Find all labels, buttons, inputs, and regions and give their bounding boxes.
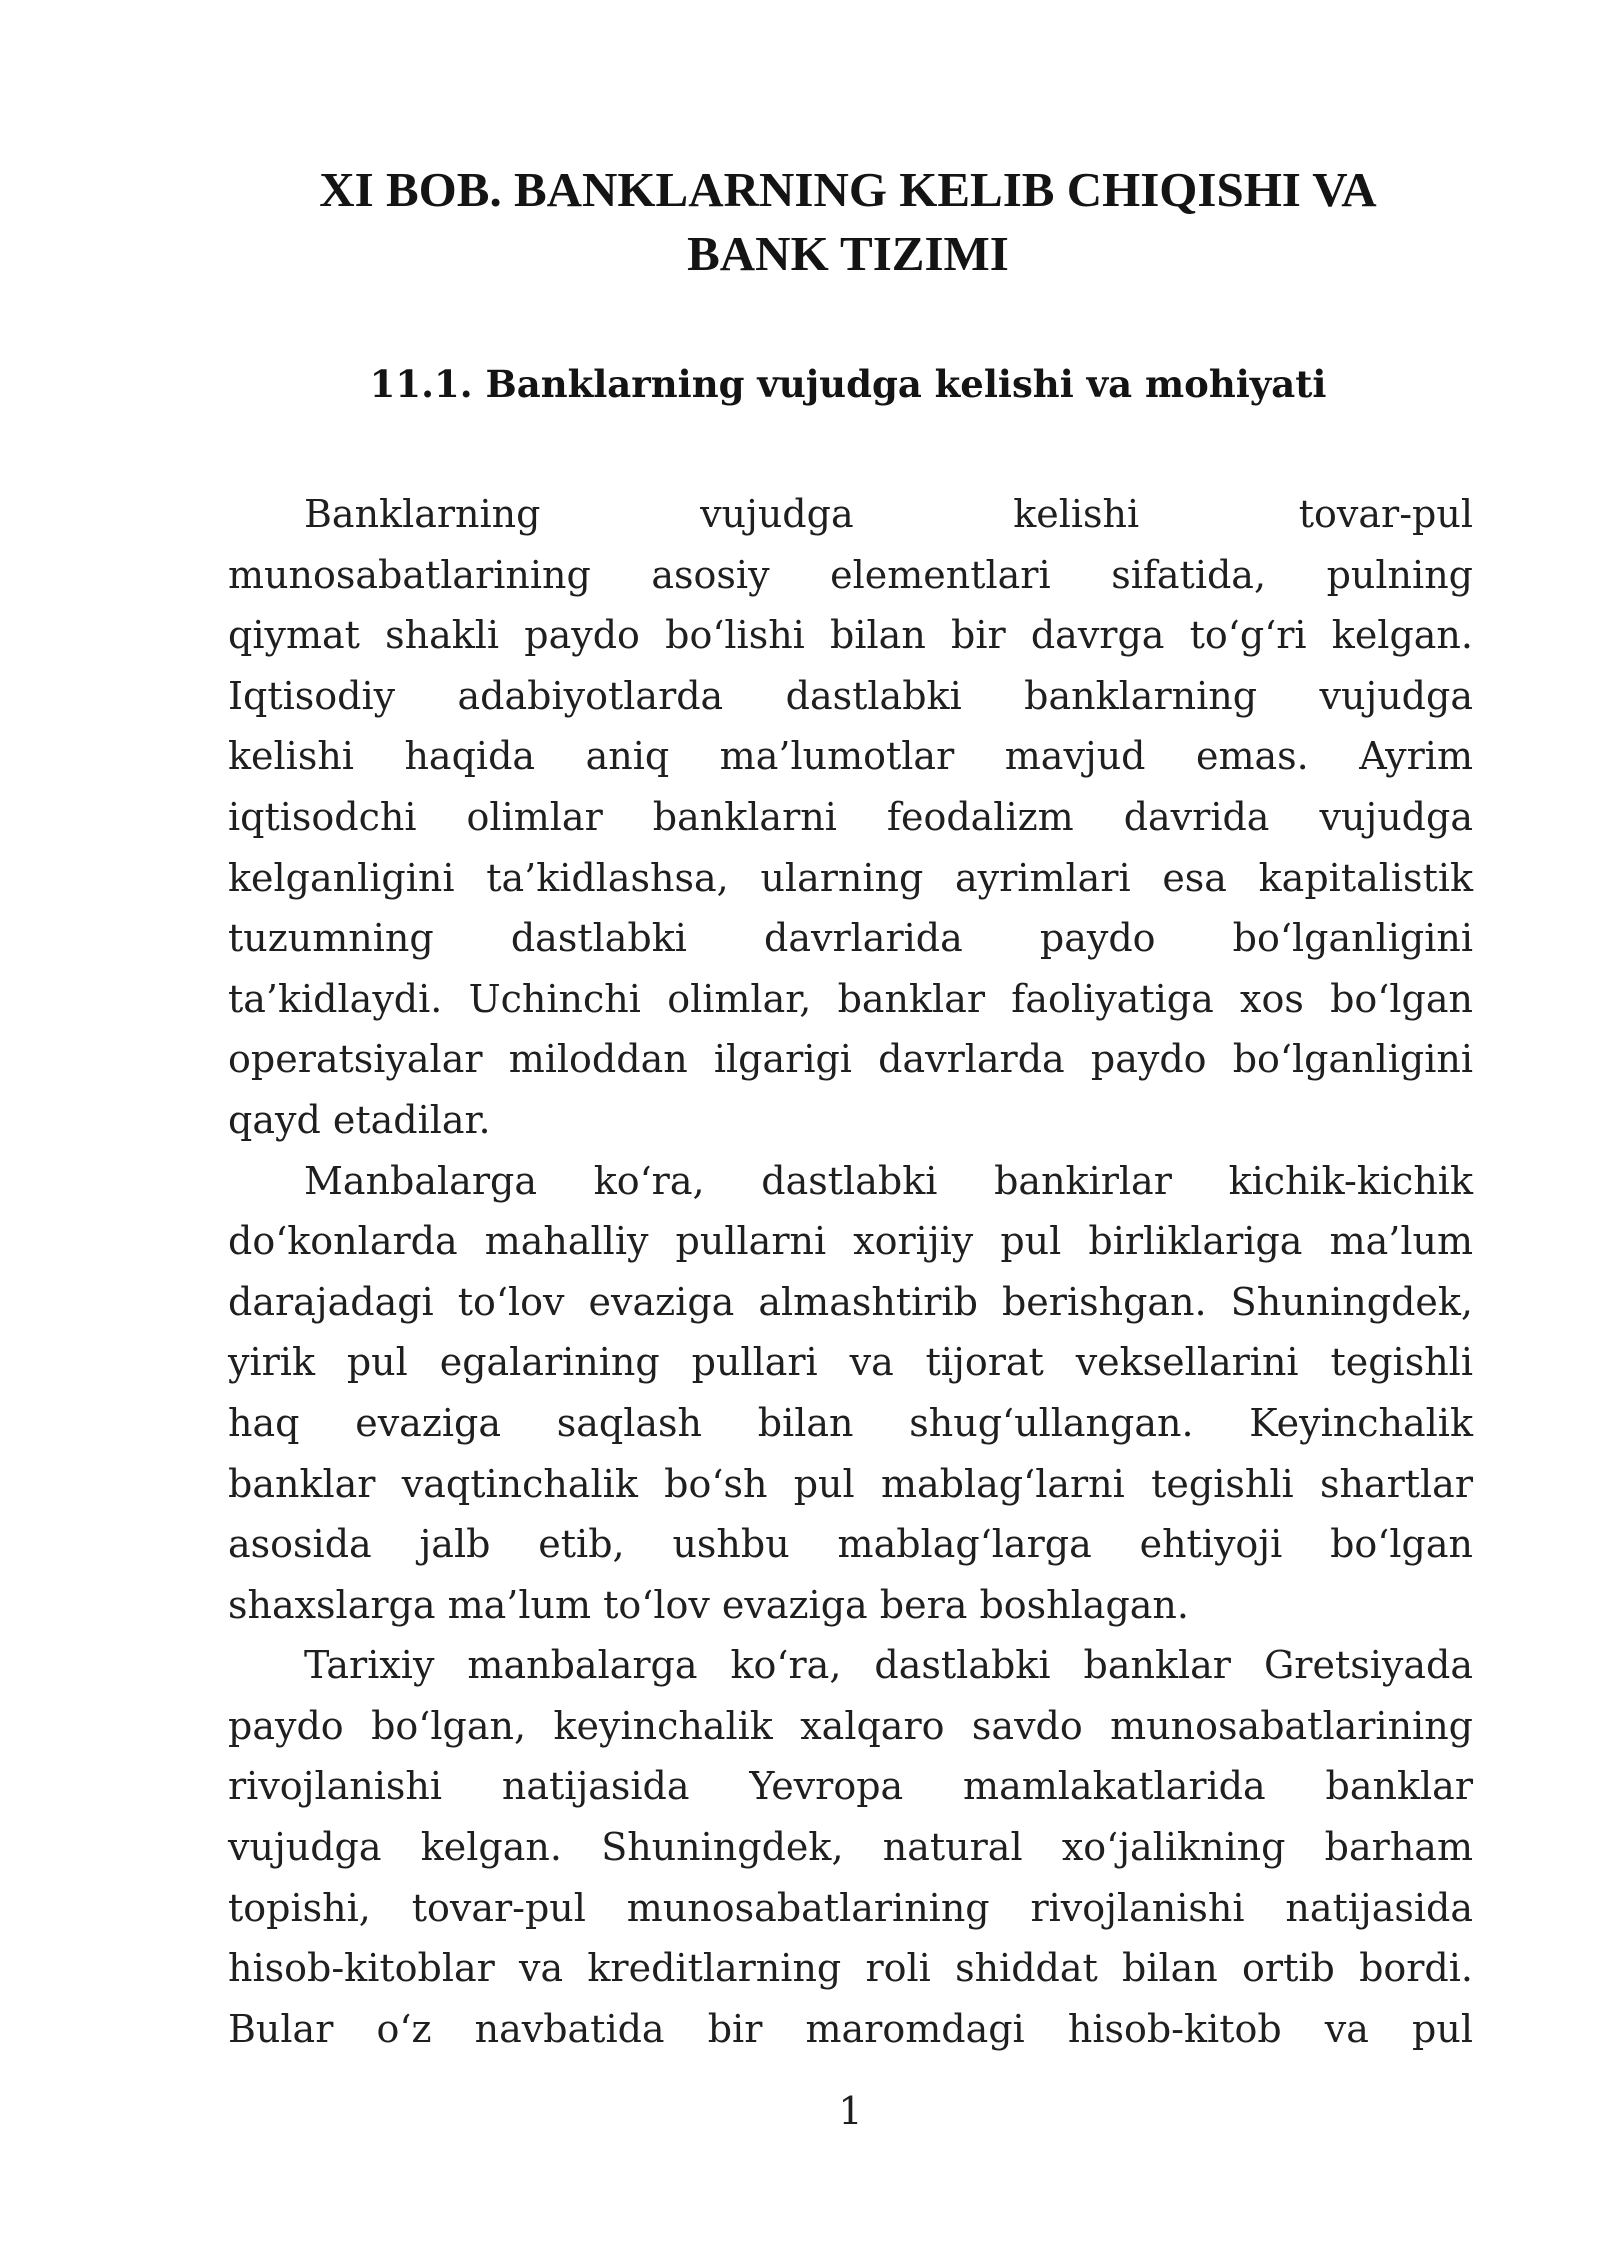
section-title: 11.1. Banklarning vujudga kelishi va mohiyati <box>369 362 1327 406</box>
text-line: iqtisodchi olimlar banklarni feodalizm davrida vujudga <box>228 794 1473 839</box>
text-line: qiymat shakli paydo bo‘lishi bilan bir davrga to‘g‘ri kelgan. <box>228 613 1473 658</box>
text-line: shaxslarga ma’lum to‘lov evaziga bera boshlagan. <box>228 1582 1189 1627</box>
text-line: Manbalarga ko‘ra, dastlabki bankirlar kichik-kichik <box>304 1158 1473 1203</box>
text-line: operatsiyalar miloddan ilgarigi davrlarda paydo bo‘lganligini <box>228 1037 1473 1082</box>
text-line: vujudga kelgan. Shuningdek, natural xo‘jalikning barham <box>228 1825 1473 1870</box>
text-line: Bular o‘z navbatida bir maromdagi hisob-kitob va pul <box>228 2006 1473 2051</box>
text-line: haq evaziga saqlash bilan shug‘ullangan. Keyinchalik <box>228 1400 1473 1445</box>
text-line: banklar vaqtinchalik bo‘sh pul mablag‘larni tegishli shartlar <box>228 1461 1473 1506</box>
text-line: tuzumning dastlabki davrlarida paydo bo‘lganligini <box>228 916 1473 961</box>
text-line: do‘konlarda mahalliy pullarni xorijiy pul birliklariga ma’lum <box>228 1219 1473 1264</box>
text-line: Iqtisodiy adabiyotlarda dastlabki banklarning vujudga <box>228 673 1473 718</box>
text-line: munosabatlarining asosiy elementlari sifatida, pulning <box>228 552 1473 597</box>
paragraph-2 <box>228 1151 1473 1636</box>
chapter-title <box>228 158 1468 286</box>
text-line: asosida jalb etib, ushbu mablag‘larga ehtiyoji bo‘lgan <box>228 1522 1473 1567</box>
chapter-title-line-1: XI BOB. BANKLARNING KELIB CHIQISHI VA <box>319 162 1377 217</box>
text-line: topishi, tovar-pul munosabatlarining rivojlanishi natijasida <box>228 1885 1473 1930</box>
chapter-title-line-2: BANK TIZIMI <box>687 226 1009 281</box>
text-line: Tarixiy manbalarga ko‘ra, dastlabki banklar Gretsiyada <box>304 1643 1473 1688</box>
body-text <box>228 484 1473 2059</box>
text-line: yirik pul egalarining pullari va tijorat veksellarini tegishli <box>228 1340 1473 1385</box>
text-line: hisob-kitoblar va kreditlarning roli shiddat bilan ortib bordi. <box>228 1946 1473 1991</box>
text-line: Banklarning vujudga kelishi tovar-pul <box>304 492 1473 536</box>
text-line: qayd etadilar. <box>228 1097 491 1142</box>
text-line: paydo bo‘lgan, keyinchalik xalqaro savdo munosabatlarining <box>228 1703 1473 1748</box>
text-line: kelishi haqida aniq ma’lumotlar mavjud emas. Ayrim <box>228 734 1473 779</box>
paragraph-1 <box>228 484 1473 1151</box>
text-line: rivojlanishi natijasida Yevropa mamlakatlarida banklar <box>228 1764 1473 1809</box>
text-line: ta’kidlaydi. Uchinchi olimlar, banklar faoliyatiga xos bo‘lgan <box>228 976 1473 1021</box>
page-number: 1 <box>838 2089 863 2133</box>
text-line: kelganligini ta’kidlashsa, ularning ayrimlari esa kapitalistik <box>228 855 1473 900</box>
text-line: darajadagi to‘lov evaziga almashtirib berishgan. Shuningdek, <box>228 1279 1473 1324</box>
paragraph-3 <box>228 1635 1473 2059</box>
